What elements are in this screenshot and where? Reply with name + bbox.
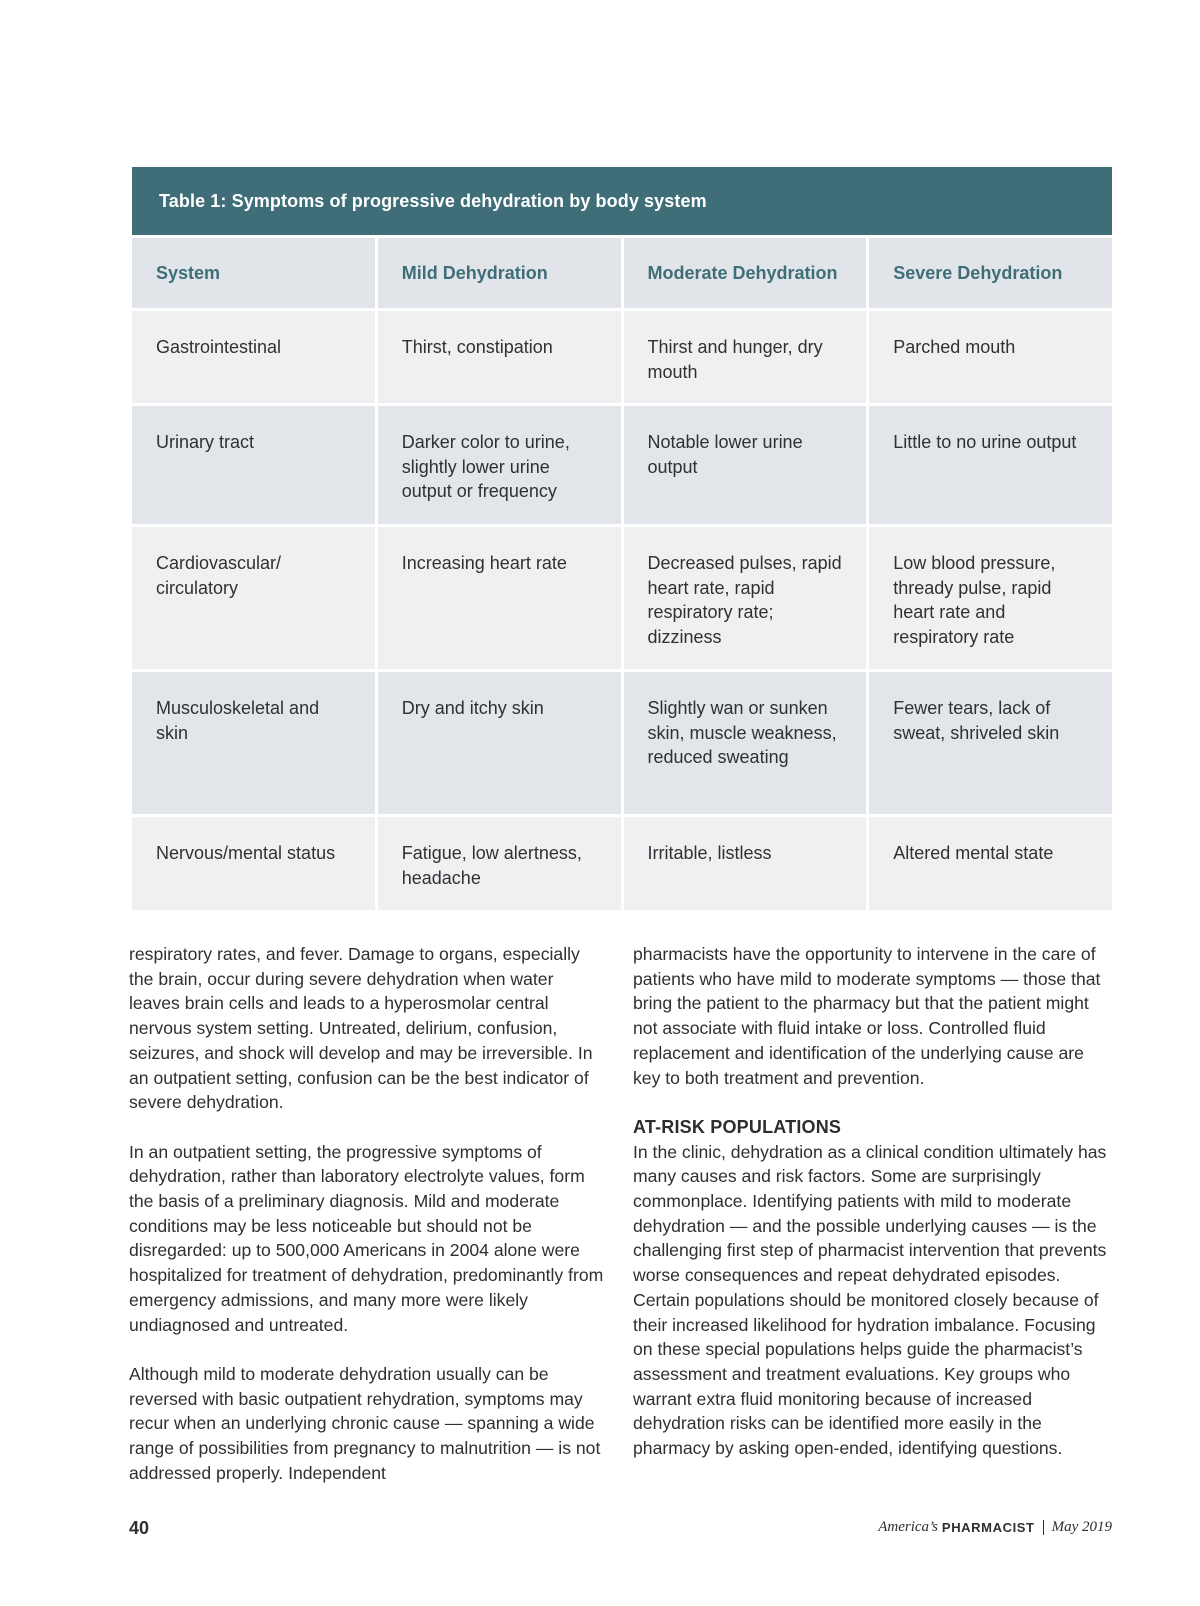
paragraph: In an outpatient setting, the progressive symptoms of dehydration, rather than laboratory electrolyte values, form the basis of a preliminary diagnosis. Mild and moderate conditions may be less noticeable but should not be disregarded: up to 500,000 Americans in 2004 alone were hospitalized for treatment of dehydration, predominantly from emergency admissions, and many more were likely undiagnosed and untreated. — [129, 1141, 604, 1335]
cell-mild: Darker color to urine, slightly lower urine output or frequency — [378, 406, 621, 524]
cell-system: Urinary tract — [132, 406, 375, 524]
cell-severe: Little to no urine output — [869, 406, 1112, 524]
cell-severe: Parched mouth — [869, 311, 1112, 403]
cell-severe: Low blood pressure, thready pulse, rapid heart rate and respiratory rate — [869, 527, 1112, 669]
cell-mild: Fatigue, low alertness, headache — [378, 817, 621, 910]
cell-system: Gastrointestinal — [132, 311, 375, 403]
paragraph: Although mild to moderate dehydration usually can be reversed with basic outpatient rehydration, symptoms may recur when an underlying chronic cause — spanning a wide range of possibilities from pregnancy to malnutrition — is not addressed properly. Independent — [129, 1363, 601, 1483]
cell-system: Cardiovascular/ circulatory — [132, 527, 375, 669]
cell-moderate: Notable lower urine output — [624, 406, 867, 524]
table-row — [132, 406, 1112, 524]
header-moderate: Moderate Dehydration — [624, 238, 867, 308]
publication-footer — [878, 1519, 1112, 1536]
publication-name-bold: PHARMACIST — [941, 1520, 1035, 1535]
cell-system: Musculoskeletal and skin — [132, 672, 375, 814]
footer-divider — [1043, 1520, 1044, 1535]
table-row — [132, 672, 1112, 814]
header-mild: Mild Dehydration — [378, 238, 621, 308]
cell-mild: Increasing heart rate — [378, 527, 621, 669]
cell-moderate: Irritable, listless — [624, 817, 867, 910]
section-heading: AT-RISK POPULATIONS — [633, 1116, 842, 1137]
left-column — [129, 942, 609, 1485]
issue-date: May 2019 — [1051, 1519, 1112, 1535]
symptoms-table — [132, 167, 1112, 913]
table-row — [132, 527, 1112, 669]
paragraph: pharmacists have the opportunity to intervene in the care of patients who have mild to moderate symptoms — those that bring the patient to the pharmacy but that the patient might not associate with fluid intake or loss. Controlled fluid replacement and identification of the underlying cause are key to both treatment and prevention. — [633, 944, 1101, 1088]
publication-name-italic: America’s — [878, 1519, 938, 1535]
table-header-row — [132, 238, 1112, 308]
page-number: 40 — [129, 1518, 150, 1538]
header-severe: Severe Dehydration — [869, 238, 1112, 308]
cell-moderate: Decreased pulses, rapid heart rate, rapid respiratory rate; dizziness — [624, 527, 867, 669]
cell-mild: Thirst, constipation — [378, 311, 621, 403]
table-title: Table 1: Symptoms of progressive dehydration by body system — [132, 167, 1112, 235]
cell-system: Nervous/mental status — [132, 817, 375, 910]
table-row — [132, 311, 1112, 403]
cell-moderate: Thirst and hunger, dry mouth — [624, 311, 867, 403]
table-grid — [129, 235, 1115, 913]
table-row — [132, 817, 1112, 910]
paragraph: respiratory rates, and fever. Damage to organs, especially the brain, occur during severe dehydration when water leaves brain cells and leads to a hyperosmolar central nervous system setting. Untreated, delirium, confusion, seizures, and shock will develop and may be irreversible. In an outpatient setting, confusion can be the best indicator of severe dehydration. — [129, 944, 593, 1113]
right-column — [633, 942, 1115, 1461]
cell-severe: Altered mental state — [869, 817, 1112, 910]
cell-moderate: Slightly wan or sunken skin, muscle weakness, reduced sweating — [624, 672, 867, 814]
cell-severe: Fewer tears, lack of sweat, shriveled skin — [869, 672, 1112, 814]
paragraph: In the clinic, dehydration as a clinical condition ultimately has many causes and risk factors. Some are surprisingly commonplace. Identifying patients with mild to moderate dehydration — and the possible underlying causes — is the challenging first step of pharmacist intervention that prevents worse consequences and repeat dehydrated episodes. Certain populations should be monitored closely because of their increased likelihood for hydration imbalance. Focusing on these special populations helps guide the pharmacist’s assessment and treatment evaluations. Key groups who warrant extra fluid monitoring because of increased dehydration risks can be identified more easily in the pharmacy by asking open-ended, identifying questions. — [633, 1141, 1107, 1459]
header-system: System — [132, 238, 375, 308]
cell-mild: Dry and itchy skin — [378, 672, 621, 814]
